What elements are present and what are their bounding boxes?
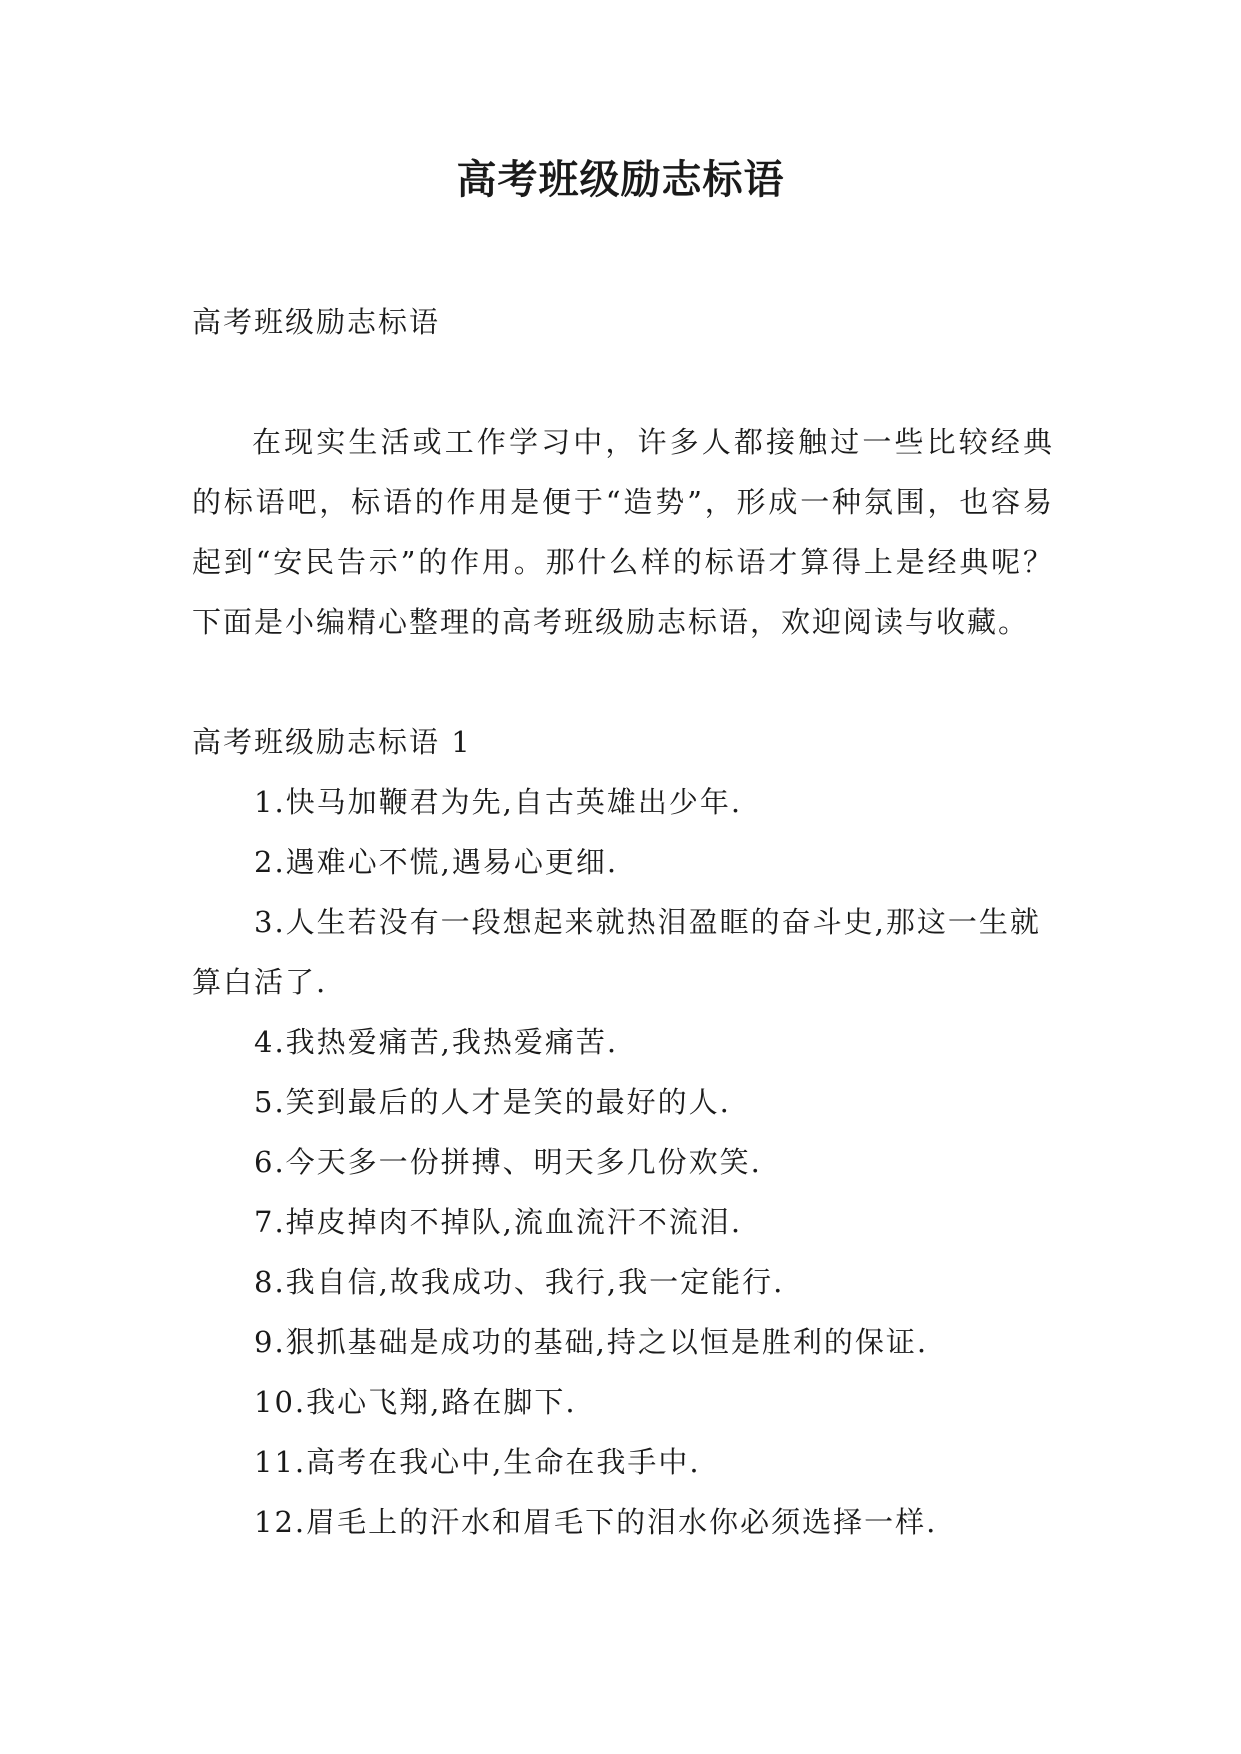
document-body	[192, 292, 1054, 1552]
slogan-item: 4.我热爱痛苦,我热爱痛苦.	[254, 1025, 619, 1059]
slogan-item: 3.人生若没有一段想起来就热泪盈眶的奋斗史,那这一生就算白活了.	[192, 905, 1041, 999]
slogan-item: 7.掉皮掉肉不掉队,流血流汗不流泪.	[254, 1205, 743, 1239]
document-title: 高考班级励志标语	[456, 156, 785, 203]
slogan-list	[192, 772, 1054, 1552]
slogan-item: 9.狠抓基础是成功的基础,持之以恒是胜利的保证.	[254, 1325, 929, 1359]
slogan-item: 5.笑到最后的人才是笑的最好的人.	[254, 1085, 731, 1119]
slogan-item: 6.今天多一份拼搏、明天多几份欢笑.	[254, 1145, 762, 1179]
intro-paragraph: 在现实生活或工作学习中，许多人都接触过一些比较经典的标语吧，标语的作用是便于“造势”，形成一种氛围，也容易起到“安民告示”的作用。那什么样的标语才算得上是经典呢？下面是小编精心整理的高考班级励志标语，欢迎阅读与收藏。	[192, 425, 1054, 639]
slogan-item: 12.眉毛上的汗水和眉毛下的泪水你必须选择一样.	[254, 1505, 938, 1539]
slogan-item: 10.我心飞翔,路在脚下.	[254, 1385, 577, 1419]
document-subtitle: 高考班级励志标语	[192, 305, 441, 339]
slogan-item: 2.遇难心不慌,遇易心更细.	[254, 845, 619, 879]
section-heading: 高考班级励志标语 1	[192, 725, 472, 759]
slogan-item: 11.高考在我心中,生命在我手中.	[254, 1445, 701, 1479]
slogan-item: 8.我自信,故我成功、我行,我一定能行.	[254, 1265, 785, 1299]
slogan-item: 1.快马加鞭君为先,自古英雄出少年.	[254, 785, 743, 819]
